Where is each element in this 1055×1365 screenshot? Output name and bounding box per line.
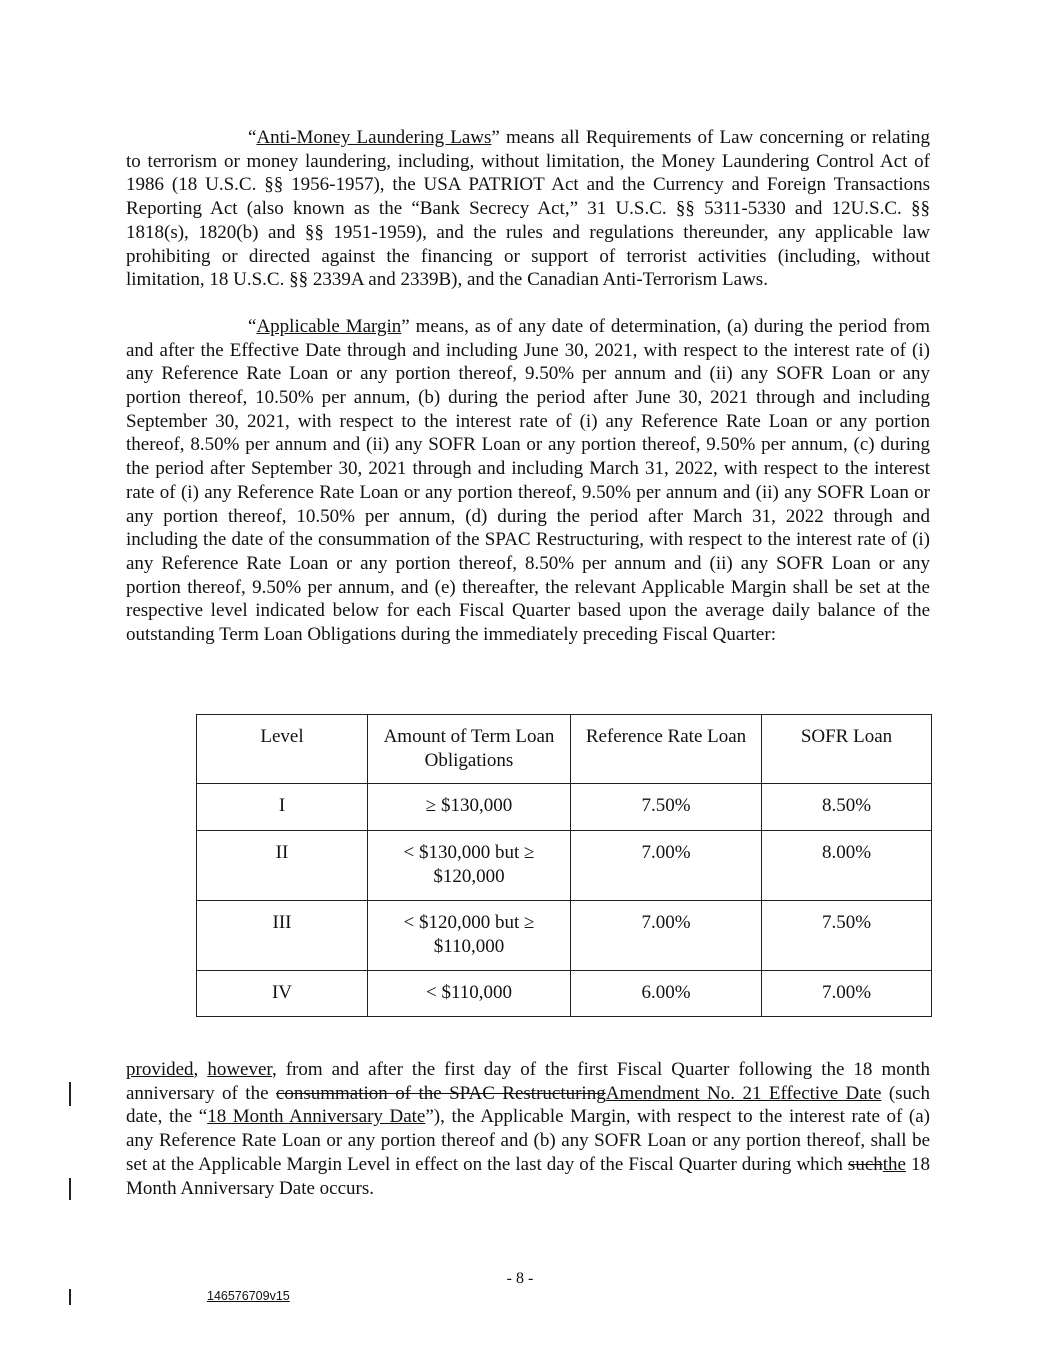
- change-bar: [69, 1082, 71, 1106]
- cell-reference-rate: 7.00%: [571, 901, 762, 971]
- inserted-text: Amendment No. 21 Effective Date: [605, 1082, 882, 1104]
- document-page: [126, 126, 931, 1199]
- cell-amount: < $130,000 but ≥ $120,000: [368, 831, 571, 901]
- cell-level: II: [197, 831, 368, 901]
- proviso-comma: ,: [193, 1059, 208, 1080]
- deleted-text: consummation of the SPAC Restructuring: [275, 1082, 606, 1104]
- col-header-amount: Amount of Term Loan Obligations: [368, 715, 571, 784]
- col-header-level: Level: [197, 715, 368, 784]
- cell-sofr: 7.00%: [762, 971, 932, 1017]
- proviso-text-1: , from and after the first day of the first Fiscal Quarter following the 18 month anniversary of the: [126, 1059, 931, 1104]
- proviso-text-3: ”), the Applicable Margin, with respect to the interest rate of (a) any Reference Rate Loan or any portion thereof and (b) any SOFR Loan or any portion thereof, shall be set at the Applicable Margin Level in effect on the last day of the Fiscal Quarter during which: [126, 1106, 931, 1175]
- cell-reference-rate: 6.00%: [571, 971, 762, 1017]
- proviso-text-4: 18 Month Anniversary Date occurs.: [126, 1153, 930, 1199]
- however-term: however: [207, 1059, 272, 1080]
- cell-sofr: 8.50%: [762, 784, 932, 831]
- open-quote: “: [248, 315, 257, 337]
- applicable-margin-term: Applicable Margin: [256, 315, 402, 337]
- table-row: [197, 901, 932, 971]
- table-row: [197, 784, 932, 831]
- cell-amount: < $120,000 but ≥ $110,000: [368, 901, 571, 971]
- col-header-reference-rate: Reference Rate Loan: [571, 715, 762, 784]
- aml-definition: [126, 126, 930, 292]
- provided-term: provided: [126, 1059, 194, 1080]
- cell-amount: < $110,000: [368, 971, 571, 1017]
- col-header-sofr: SOFR Loan: [762, 715, 932, 784]
- applicable-margin-body: ” means, as of any date of determination, (a) during the period from and after the Effective Date through and including June 30, 2021, with respect to the interest rate of (i) any Reference Rate Loan or any portion thereof, 9.50% per annum and (ii) any SOFR Loan or any portion thereof, 10.50% per annum, (b) during the period after June 30, 2021 through and including September 30, 2021, with respect to the interest rate of (i) any Reference Rate Loan or any portion thereof, 8.50% per annum and (ii) any SOFR Loan or any portion thereof, 9.50% per annum, (c) during the period after September 30, 2021 through and including March 31, 2022, with respect to the interest rate of (i) any Reference Rate Loan or any portion thereof, 9.50% per annum and (ii) any SOFR Loan or any portion thereof, 10.50% per annum, (d) during the period after March 31, 2022 through and including the date of the consummation of the SPAC Restructuring, with respect to the interest rate of (i) any Reference Rate Loan or any portion thereof, 8.50% per annum and (ii) any SOFR Loan or any portion thereof, 9.50% per annum, and (e) thereafter, the relevant Applicable Margin shall be set at the respective level indicated below for each Fiscal Quarter based upon the average daily balance of the outstanding Term Loan Obligations during the immediately preceding Fiscal Quarter:: [126, 315, 931, 646]
- cell-level: I: [197, 784, 368, 831]
- open-quote: “: [248, 127, 257, 148]
- proviso-paragraph: [126, 1058, 930, 1200]
- document-id: 146576709v15: [207, 1289, 290, 1303]
- aml-body: ” means all Requirements of Law concerning or relating to terrorism or money laundering, including, without limitation, the Money Laundering Control Act of 1986 (18 U.S.C. §§ 1956-1957), the USA PATRIOT Act and the Currency and Foreign Transactions Reporting Act (also known as the “Bank Secrecy Act,” 31 U.S.C. §§ 5311-5330 and 12U.S.C. §§ 1818(s), 1820(b) and §§ 1951-1959), and the rules and regulations thereunder, any applicable law prohibiting or directed against the financing or support of terrorist activities (including, without limitation, 18 U.S.C. §§ 2339A and 2339B), and the Canadian Anti-Terrorism Laws.: [126, 127, 931, 291]
- table-row: [197, 831, 932, 901]
- applicable-margin-table: [196, 714, 932, 1017]
- cell-sofr: 7.50%: [762, 901, 932, 971]
- cell-reference-rate: 7.00%: [571, 831, 762, 901]
- cell-level: IV: [197, 971, 368, 1017]
- aml-term: Anti-Money Laundering Laws: [256, 127, 492, 148]
- cell-level: III: [197, 901, 368, 971]
- table-row: [197, 971, 932, 1017]
- cell-sofr: 8.00%: [762, 831, 932, 901]
- change-bar: [69, 1178, 71, 1200]
- anniversary-date-term: 18 Month Anniversary Date: [207, 1106, 426, 1128]
- inserted-text: the: [882, 1153, 906, 1175]
- cell-reference-rate: 7.50%: [571, 784, 762, 831]
- page-number: - 8 -: [506, 1270, 534, 1287]
- cell-amount: ≥ $130,000: [368, 784, 571, 831]
- table-header-row: [197, 715, 932, 784]
- deleted-text: such: [847, 1153, 883, 1175]
- change-bar: [69, 1289, 71, 1305]
- proviso-text-2: (such date, the “: [126, 1082, 930, 1128]
- applicable-margin-definition: [126, 315, 930, 647]
